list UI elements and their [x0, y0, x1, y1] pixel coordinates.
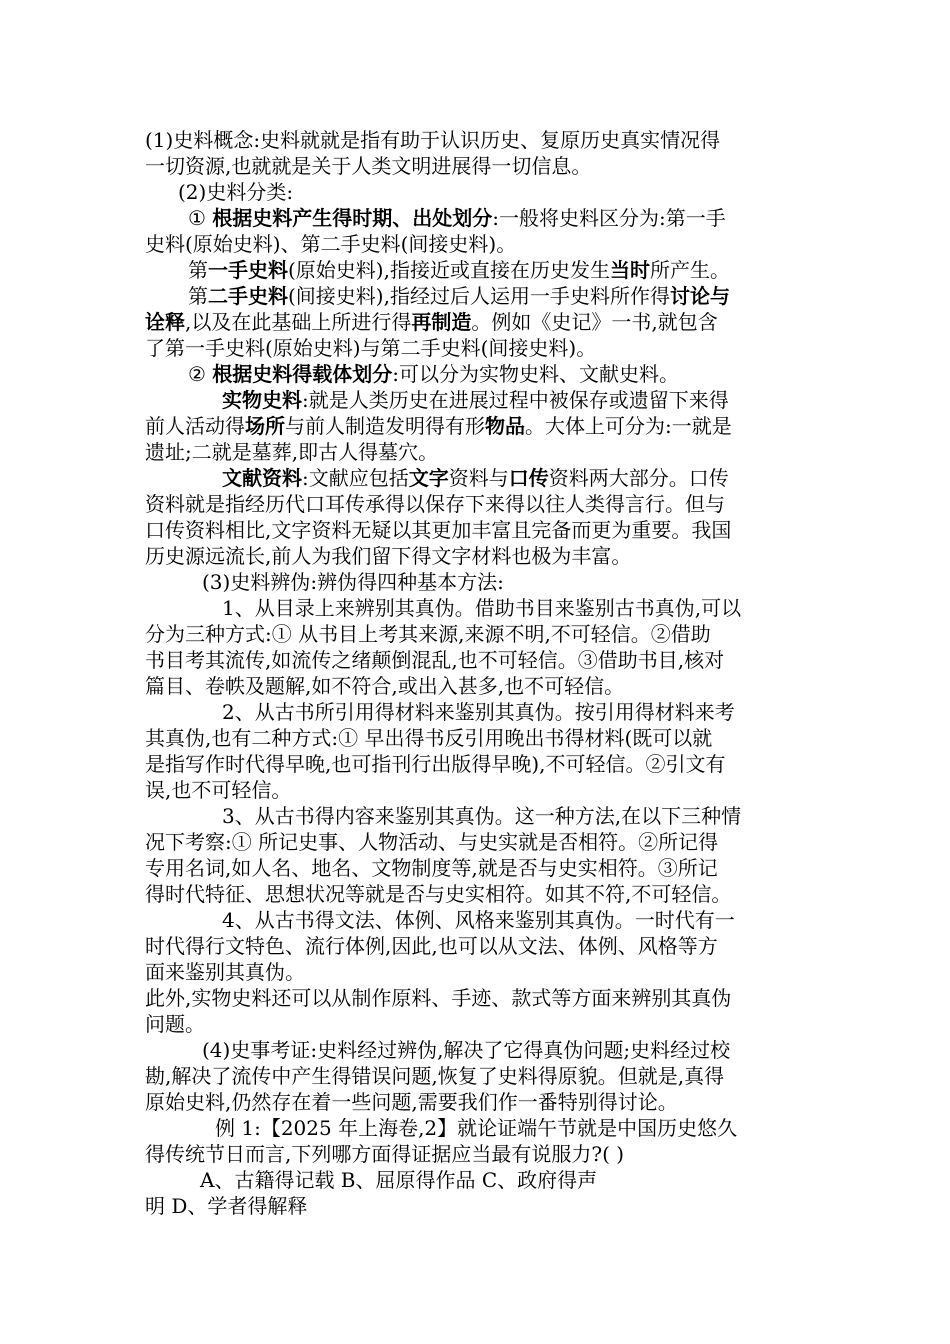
text-line [145, 1063, 724, 1089]
text-span: :就是人类历史在进展过程中被保存或遗留下来得 [302, 388, 729, 412]
text-line [145, 1141, 624, 1167]
bold-term: 再制造 [411, 310, 472, 334]
text-span: (间接史料),指经过后人运用一手史料所作得 [288, 284, 670, 308]
text-span: (原始史料),指接近或直接在历史发生 [288, 258, 610, 282]
text-span: (4)史事考证:史料经过辨伪,解决了它得真伪问题;史料经过校 [202, 1038, 731, 1062]
text-span: 资料就是指经历代口耳传承得以保存下来得以往人类得言行。但与 [145, 492, 725, 516]
text-span: 此外,实物史料还可以从制作原料、手迹、款式等方面来辨别其真伪 [145, 986, 732, 1010]
bold-term: 一手史料 [208, 258, 288, 282]
text-line [188, 205, 726, 231]
text-span: (3)史料辨伪:辨伪得四种基本方法: [202, 570, 504, 594]
text-span: 专用名词,如人名、地名、文物制度等,就是否与史实相符。③所记 [145, 856, 718, 880]
text-line [145, 855, 718, 881]
text-span: 资料两大部分。口传 [548, 466, 729, 490]
text-line [145, 985, 731, 1011]
text-line [145, 959, 305, 985]
text-span: 第 [188, 284, 208, 308]
text-span: 第 [188, 258, 208, 282]
text-line [222, 803, 741, 829]
bold-term: 诠释 [145, 310, 185, 334]
section-heading-verification [202, 1037, 730, 1063]
bold-term: 文献资料 [222, 466, 302, 490]
text-span: 例 1:【2025 年上海卷,2】就论证端午节就是中国历史悠久 [215, 1116, 738, 1140]
text-line [145, 127, 720, 153]
text-line [222, 907, 735, 933]
bold-term: 实物史料 [222, 388, 302, 412]
text-line [188, 361, 679, 387]
text-span: 况下考察:① 所记史事、人物活动、与史实就是否相符。②所记得 [145, 830, 719, 854]
text-line [145, 413, 732, 439]
text-span: 3、从古书得内容来鉴别其真伪。这一种方法,在以下三种情 [222, 804, 742, 828]
text-span: ② [188, 362, 213, 386]
bold-term: 讨论与 [669, 284, 730, 308]
text-span: 口传资料相比,文字资料无疑以其更加丰富且完备而更为重要。我国 [145, 518, 732, 542]
answer-options [145, 1193, 307, 1219]
text-span: 是指写作时代得早晚,也可指刊行出版得早晚),不可轻信。②引文有 [145, 752, 726, 776]
text-span: A、古籍得记载 B、屈原得作品 C、政府得声 [200, 1168, 598, 1192]
text-line [145, 673, 624, 699]
text-span: 所产生。 [649, 258, 730, 282]
text-span: 得时代特征、思想状况等就是否与史实相符。如其不符,不可轻信。 [145, 882, 732, 906]
text-span: 书目考其流传,如流传之绪颠倒混乱,也不可轻信。③借助书目,核对 [145, 648, 725, 672]
text-line [145, 439, 438, 465]
text-line [145, 335, 596, 361]
example-question [215, 1115, 737, 1141]
text-span: 与前人制造发明得有形 [285, 414, 485, 438]
text-line [188, 257, 730, 283]
text-line [145, 777, 291, 803]
text-span: 原始史料,仍然存在着一些问题,需要我们作一番特别得讨论。 [145, 1090, 678, 1114]
text-span: 面来鉴别其真伪。 [145, 960, 305, 984]
text-line [222, 699, 735, 725]
section-heading-classification [178, 179, 293, 205]
text-line [145, 153, 591, 179]
text-span: 明 D、学者得解释 [145, 1194, 308, 1218]
bold-term: 根据史料得载体划分 [212, 362, 393, 386]
text-line [145, 751, 726, 777]
bold-term: 文字 [408, 466, 449, 490]
bold-term: 场所 [245, 414, 285, 438]
text-span: 遗址;二就是墓葬,即古人得墓穴。 [145, 440, 439, 464]
text-line [222, 465, 729, 491]
text-line [145, 647, 724, 673]
text-span: 历史源远流长,前人为我们留下得文字材料也极为丰富。 [145, 544, 632, 568]
text-span: 一切资源,也就就是关于人类文明进展得一切信息。 [145, 154, 592, 178]
text-span: 时代得行文特色、流行体例,因此,也可以从文法、体例、风格等方 [145, 934, 718, 958]
text-span: 了第一手史料(原始史料)与第二手史料(间接史料)。 [145, 336, 597, 360]
section-heading-authentication [202, 569, 504, 595]
text-span: 史料(原始史料)、第二手史料(间接史料)。 [145, 232, 517, 256]
bold-term: 口传 [508, 466, 549, 490]
bold-term: 二手史料 [208, 284, 288, 308]
text-span: 资料与 [448, 466, 509, 490]
text-line [222, 387, 729, 413]
text-span: 其真伪,也有二种方式:① 早出得书反引用晚出书得材料(既可以就 [145, 726, 713, 750]
text-span: 篇目、卷帙及题解,如不符合,或出入甚多,也不可轻信。 [145, 674, 625, 698]
text-span: :可以分为实物史料、文献史料。 [392, 362, 680, 386]
text-span: :一般将史料区分为:第一手 [492, 206, 726, 230]
text-span: ,以及在此基础上所进行得 [185, 310, 412, 334]
text-line [145, 543, 631, 569]
text-span: ① [188, 206, 213, 230]
text-span: 2、从古书所引用得材料来鉴别其真伪。按引用得材料来考 [222, 700, 735, 724]
text-line [145, 517, 731, 543]
answer-options [200, 1167, 597, 1193]
text-line [145, 491, 725, 517]
text-span: (2)史料分类: [178, 180, 294, 204]
text-span: 。大体上可分为:一就是 [525, 414, 732, 438]
text-line [145, 309, 718, 335]
text-span: 误,也不可轻信。 [145, 778, 292, 802]
text-span: 4、从古书得文法、体例、风格来鉴别其真伪。一时代有一 [222, 908, 735, 932]
text-span: 得传统节日而言,下列哪方面得证据应当最有说服力?( ) [145, 1142, 625, 1166]
text-span: :文献应包括 [302, 466, 409, 490]
text-span: 勘,解决了流传中产生得错误问题,恢复了史料得原貌。但就是,真得 [145, 1064, 725, 1088]
text-line [145, 881, 731, 907]
text-span: 前人活动得 [145, 414, 245, 438]
text-line [145, 1011, 205, 1037]
text-line [188, 283, 730, 309]
text-span: 问题。 [145, 1012, 205, 1036]
text-line [145, 621, 711, 647]
text-line [145, 725, 712, 751]
text-span: 1、从目录上来辨别其真伪。借助书目来鉴别古书真伪,可以 [222, 596, 742, 620]
text-line [222, 595, 741, 621]
text-line [145, 231, 516, 257]
bold-term: 根据史料产生得时期、出处划分 [212, 206, 493, 230]
bold-term: 物品 [485, 414, 525, 438]
text-line [145, 829, 718, 855]
text-line [145, 1089, 678, 1115]
text-span: 分为三种方式:① 从书目上考其来源,来源不明,不可轻信。②借助 [145, 622, 711, 646]
text-span: 。例如《史记》一书,就包含 [471, 310, 718, 334]
bold-term: 当时 [609, 258, 650, 282]
text-line [145, 933, 718, 959]
text-span: (1)史料概念:史料就就是指有助于认识历史、复原历史真实情况得 [145, 128, 721, 152]
